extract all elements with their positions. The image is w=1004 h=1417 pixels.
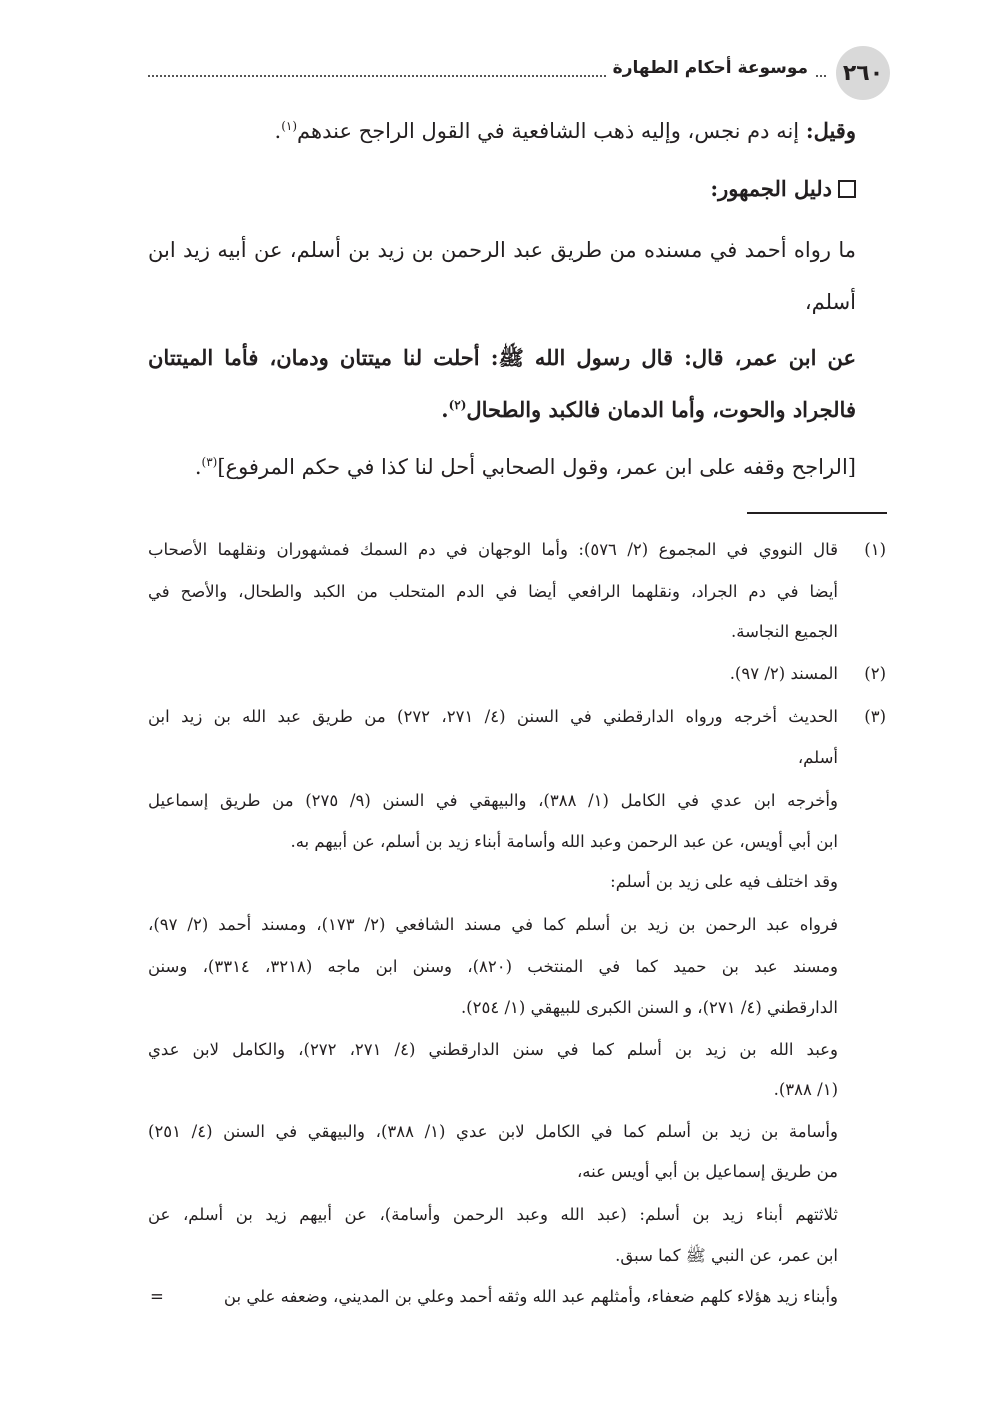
footnote-3-line-9: وعبد الله بن زيد بن أسلم كما في سنن الدارقطني (٤/ ٢٧١، ٢٧٢)، والكامل لابن عدي [148, 1040, 838, 1059]
square-bullet-icon [838, 180, 856, 198]
qil-label: وقيل: [805, 118, 856, 143]
footnote-number-1: (١) [864, 540, 886, 559]
continuation-mark: = [150, 1287, 164, 1306]
footnote-3-line-5: وقد اختلف فيه على زيد بن أسلم: [610, 872, 838, 891]
hadith-line-1: عن ابن عمر، قال: قال رسول الله ﷺ: أحلت لنا ميتتان ودمان، فأما الميتتان [148, 345, 856, 370]
footnote-2-line-1: المسند (٢/ ٩٧). [729, 664, 838, 683]
footnote-3-line-8: الدارقطني (٤/ ٢٧١)، و السنن الكبرى للبيهقي (١/ ٢٥٤). [460, 998, 838, 1017]
footnote-3-line-3: وأخرجه ابن عدي في الكامل (١/ ٣٨٨)، والبيهقي في السنن (٩/ ٢٧٥) من طريق إسماعيل [148, 791, 838, 810]
section-heading [148, 174, 856, 204]
footnote-1-line-2: أيضا في دم الجراد، ونقلهما الرافعي أيضا في الدم المتحلب من الكبد والطحال، والأصح في [148, 582, 838, 601]
footnote-1-line-1: قال النووي في المجموع (٢/ ٥٧٦): وأما الوجهان في دم السمك فمشهوران ونقلهما الأصحاب [148, 540, 839, 559]
footnote-separator [747, 512, 887, 514]
footnote-3-line-12: من طريق إسماعيل بن أبي أويس عنه، [576, 1162, 838, 1181]
main-line-2: ما رواه أحمد في مسنده من طريق عبد الرحمن بن زيد بن أسلم، عن أبيه زيد ابن [148, 238, 856, 262]
footnote-3-line-2: أسلم، [797, 748, 838, 767]
footnote-3-line-1: الحديث أخرجه ورواه الدارقطني في السنن (٤/ ٢٧١، ٢٧٢) من طريق عبد الله بن زيد ابن [148, 707, 838, 726]
footnote-3-line-7: ومسند عبد بن حميد كما في المنتخب (٨٢٠)، وسنن ابن ماجه (٣٢١٨، ٣٣١٤)، وسنن [148, 957, 838, 976]
header-title: موسوعة أحكام الطهارة [607, 58, 814, 78]
footnote-1-line-3: الجميع النجاسة. [731, 622, 838, 641]
footnote-3-line-10: (١/ ٣٨٨). [773, 1080, 838, 1099]
footnote-3-line-4: ابن أبي أويس، عن عبد الرحمن وعبد الله وأسامة أبناء زيد بن أسلم، عن أبيهم به. [290, 832, 838, 851]
footnote-ref-3[interactable]: (٣) [201, 455, 218, 469]
main-line-3: أسلم، [804, 290, 856, 314]
section-heading-text: دليل الجمهور: [710, 176, 832, 201]
footnote-3-line-15: وأبناء زيد هؤلاء كلهم ضعفاء، وأمثلهم عبد الله وثقه أحمد وعلي بن المديني، وضعفه علي بن [223, 1287, 838, 1306]
footnote-3-line-6: فرواه عبد الرحمن بن زيد بن أسلم كما في مسند الشافعي (٢/ ١٧٣)، ومسند أحمد (٢/ ٩٧)، [148, 915, 838, 934]
footnote-ref-1[interactable]: (١) [281, 119, 298, 133]
page-number: ٢٦٠ [836, 46, 890, 100]
footnote-3-line-11: وأسامة بن زيد بن أسلم كما في الكامل لابن عدي (١/ ٣٨٨)، والبيهقي في السنن (٤/ ٢٥١) [148, 1122, 838, 1141]
footnote-ref-2[interactable]: (٢) [448, 398, 467, 412]
footnote-3-line-14: ابن عمر، عن النبي ﷺ كما سبق. [615, 1246, 838, 1265]
footnote-3-line-13: ثلاثتهم أبناء زيد بن أسلم: (عبد الله وعبد الرحمن وأسامة)، عن أبيهم زيد بن أسلم، عن [148, 1205, 838, 1224]
footnote-number-2: (٢) [864, 664, 886, 683]
main-line-1: وقيل: إنه دم نجس، وإليه ذهب الشافعية في القول الراجح عندهم$^{(١)}$. [274, 118, 856, 143]
ruling-line: [الراجح وقفه على ابن عمر، وقول الصحابي أحل لنا كذا في حكم المرفوع]$^{(٣)}$. [194, 455, 856, 479]
main-line-1-text: إنه دم نجس، وإليه ذهب الشافعية في القول الراجح عندهم [297, 119, 806, 143]
hadith-line-2: فالجراد والحوت، وأما الدمان فالكبد والطحال$^{(٢)}$. [441, 397, 856, 422]
footnote-number-3: (٣) [864, 707, 886, 726]
